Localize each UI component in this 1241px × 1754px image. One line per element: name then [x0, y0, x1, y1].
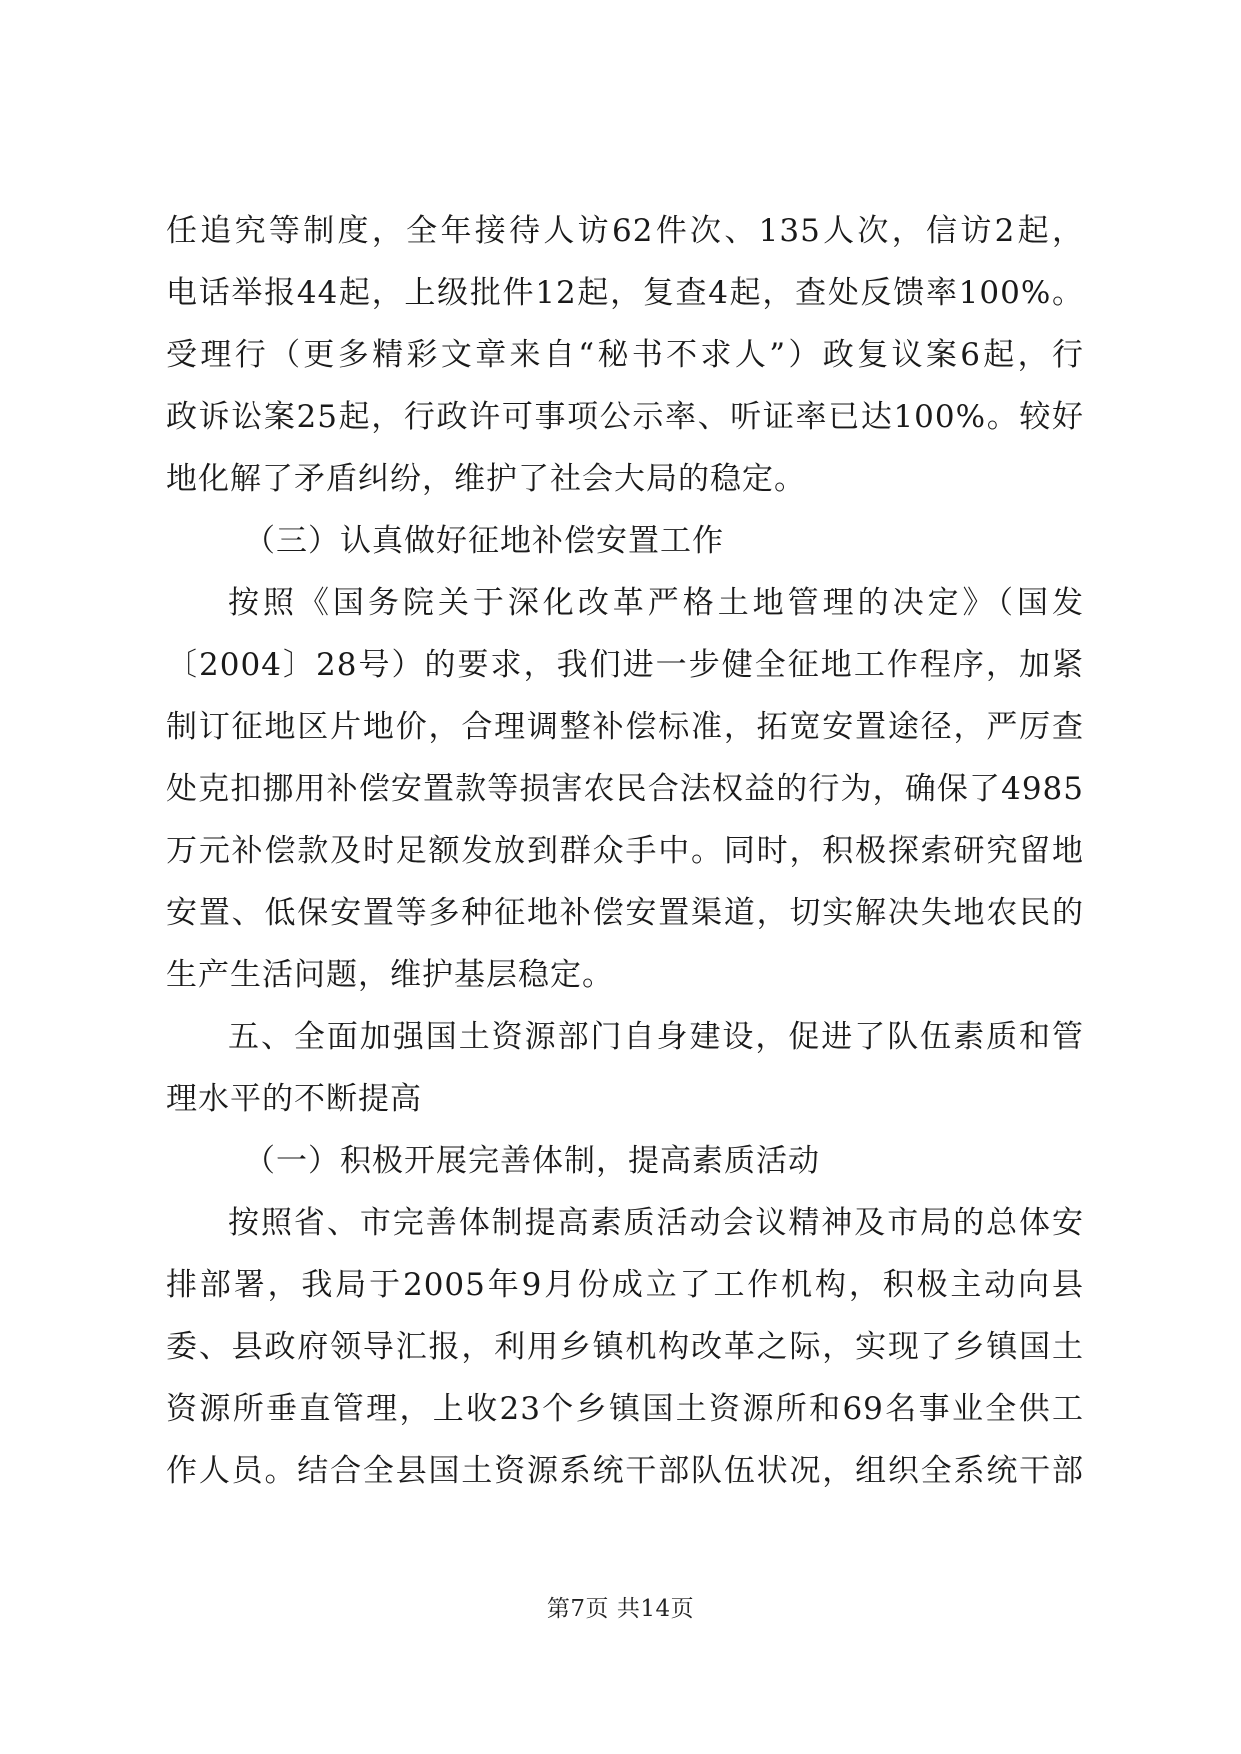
text-line: 制订征地区片地价，合理调整补偿标准，拓宽安置途径，严厉查 [166, 709, 1084, 745]
text-line: 任追究等制度，全年接待人访62件次、135人次，信访2起， [166, 213, 1084, 249]
page-number-footer: 第7页 共14页 [546, 1596, 695, 1622]
text-line: 生产生活问题，维护基层稳定。 [166, 957, 614, 993]
text-line: 五、全面加强国土资源部门自身建设，促进了队伍素质和管 [228, 1019, 1084, 1055]
text-line: 政诉讼案25起，行政许可事项公示率、听证率已达100%。较好 [166, 399, 1084, 435]
text-line: 排部署，我局于2005年9月份成立了工作机构，积极主动向县 [166, 1267, 1084, 1303]
text-line: 资源所垂直管理，上收23个乡镇国土资源所和69名事业全供工 [166, 1391, 1084, 1427]
text-line: 地化解了矛盾纠纷，维护了社会大局的稳定。 [166, 461, 806, 497]
body-text [166, 200, 1084, 1502]
text-line: 万元补偿款及时足额发放到群众手中。同时，积极探索研究留地 [166, 833, 1084, 869]
text-line: 按照《国务院关于深化改革严格土地管理的决定》（国发 [228, 585, 1084, 621]
text-line: 受理行（更多精彩文章来自“秘书不求人”）政复议案6起，行 [166, 337, 1084, 373]
text-line: 理水平的不断提高 [166, 1081, 422, 1117]
text-line: （三）认真做好征地补偿安置工作 [244, 523, 724, 559]
text-line: 安置、低保安置等多种征地补偿安置渠道，切实解决失地农民的 [166, 895, 1084, 931]
text-line: 处克扣挪用补偿安置款等损害农民合法权益的行为，确保了4985 [166, 771, 1084, 807]
text-line: 作人员。结合全县国土资源系统干部队伍状况，组织全系统干部 [166, 1453, 1084, 1489]
text-line: 〔2004〕28号）的要求，我们进一步健全征地工作程序，加紧 [166, 647, 1084, 683]
text-line: （一）积极开展完善体制，提高素质活动 [244, 1143, 820, 1179]
text-line: 按照省、市完善体制提高素质活动会议精神及市局的总体安 [228, 1205, 1084, 1241]
text-line: 电话举报44起，上级批件12起，复查4起，查处反馈率100%。 [166, 275, 1084, 311]
text-line: 委、县政府领导汇报，利用乡镇机构改革之际，实现了乡镇国土 [166, 1329, 1084, 1365]
